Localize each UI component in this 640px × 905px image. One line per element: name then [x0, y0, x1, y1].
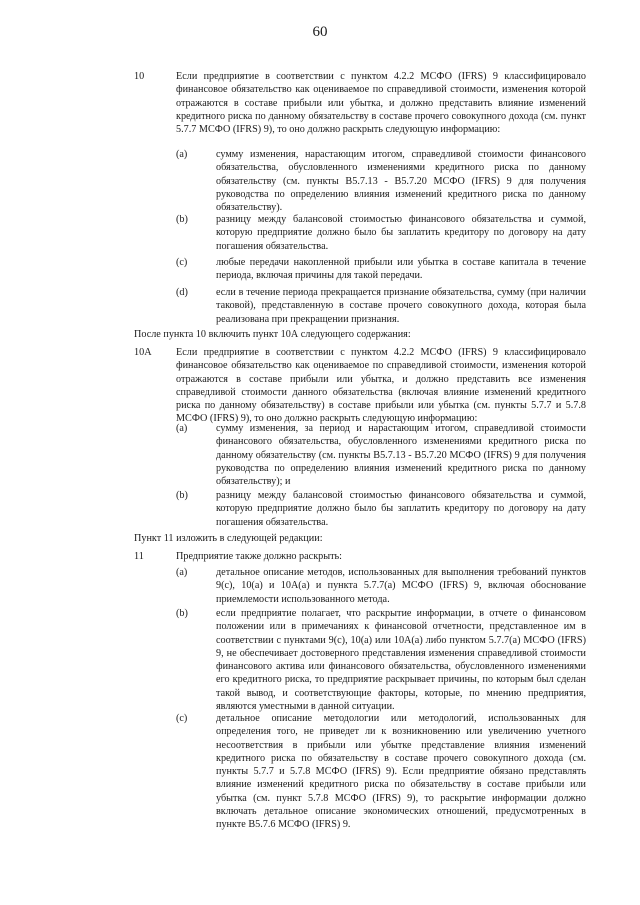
item-label: (c) — [176, 257, 188, 268]
item-label: (a) — [176, 423, 188, 434]
item-label: (b) — [176, 490, 188, 501]
item-label: (c) — [176, 713, 188, 724]
item-text: детальное описание методов, использованных для выполнения требований пунктов 9(c), 10(a) и 10A(a) и пункта 5.7.7(a) МСФО (IFRS) 9, включая обоснование приемлемости использованного метода. — [216, 567, 586, 605]
amendment-note: Пункт 11 изложить в следующей редакции: — [134, 533, 323, 544]
item-text: детальное описание методологии или методологий, использованных для определения того, не приведет ли к возникновению или увеличению учетного несоответствия в прибыли или убытке представление влияния изменений кредитного риска по обязательству в составе прочего совокупного дохода (см. пункты 5.7.7 и 5.7.8 МСФО (IFRS) 9). Если предприятие обязано представлять влияние изменений кредитного риска по обязательству в составе прибыли или убытка (см. пункт 5.7.8 МСФО (IFRS) 9), то раскрытие информации должно включать детальное описание экономических отношений, предусмотренных в пункте B5.7.6 МСФО (IFRS) 9. — [216, 713, 586, 831]
paragraph-number: 11 — [134, 551, 144, 562]
item-label: (a) — [176, 567, 188, 578]
item-text: если предприятие полагает, что раскрытие информации, в отчете о финансовом положении или в примечаниях к финансовой отчетности, представленное им в соответствии с пунктами 9(c), 10(a) или 10A(a) либо пунктом 5.7.7(a) МСФО (IFRS) 9, не обеспечивает достоверного представления изменения справедливой стоимости финансового актива или финансового обязательства, обусловленного изменениями его кредитного риска, то предприятие раскрывает причины, по которым был сделан такой вывод, и соответствующие факторы, которые, по мнению предприятия, являются уместными в данной ситуации. — [216, 608, 586, 713]
item-text: любые передачи накопленной прибыли или убытка в составе капитала в течение периода, включая причины для такой передачи. — [216, 257, 586, 282]
item-label: (b) — [176, 608, 188, 619]
item-text: сумму изменения, нарастающим итогом, справедливой стоимости финансового обязательства, обусловленного изменениями кредитного риска по данному обязательству (см. пункты B5.7.13 - B5.7.20 МСФО (IFRS) 9 для получения руководства по определению влияния изменений кредитного риска по данному обязательству). — [216, 149, 586, 214]
item-text: если в течение периода прекращается признание обязательства, сумму (при наличии таковой), представленную в составе прочего совокупного дохода, которая была реализована при прекращении признания. — [216, 287, 586, 325]
paragraph-text: Предприятие также должно раскрыть: — [176, 551, 343, 562]
item-text: разницу между балансовой стоимостью финансового обязательства и суммой, которую предприятие должно было бы заплатить кредитору по договору на дату погашения обязательства. — [216, 490, 586, 528]
item-label: (a) — [176, 149, 188, 160]
page-number: 60 — [312, 24, 328, 40]
item-text: разницу между балансовой стоимостью финансового обязательства и суммой, которую предприятие должно было бы заплатить кредитору по договору на дату погашения обязательства. — [216, 214, 586, 252]
item-label: (b) — [176, 214, 188, 225]
amendment-note: После пункта 10 включить пункт 10А следующего содержания: — [134, 329, 411, 340]
item-text: сумму изменения, за период и нарастающим итогом, справедливой стоимости финансового обязательства, обусловленного изменениями кредитного риска по данному обязательству (см. пункты B5.7.13 - B5.7.20 МСФО (IFRS) 9 для получения руководства по определению влияния изменений кредитного риска по данному обязательству); и — [216, 423, 586, 488]
paragraph-number: 10A — [134, 347, 152, 358]
item-label: (d) — [176, 287, 188, 298]
paragraph-number: 10 — [134, 71, 145, 82]
paragraph-text: Если предприятие в соответствии с пунктом 4.2.2 МСФО (IFRS) 9 классифицировало финансовое обязательство как оцениваемое по справедливой стоимости, изменения которой отражаются в составе прибыли или убытка, и должно представить все изменения справедливой стоимости данного обязательства (включая влияние изменений кредитного риска по данному обязательству) в составе прибыли или убытка (см. пункты 5.7.7 и 5.7.8 МСФО (IFRS) 9), то оно должно раскрыть следующую информацию: — [176, 347, 586, 425]
paragraph-text: Если предприятие в соответствии с пунктом 4.2.2 МСФО (IFRS) 9 классифицировало финансовое обязательство как оцениваемое по справедливой стоимости, изменения которой отражаются в составе прибыли или убытка, и должно представить влияние изменений кредитного риска по данному обязательству в составе прочего совокупного дохода (см. пункт 5.7.7 МСФО (IFRS) 9), то оно должно раскрыть следующую информацию: — [176, 71, 586, 136]
